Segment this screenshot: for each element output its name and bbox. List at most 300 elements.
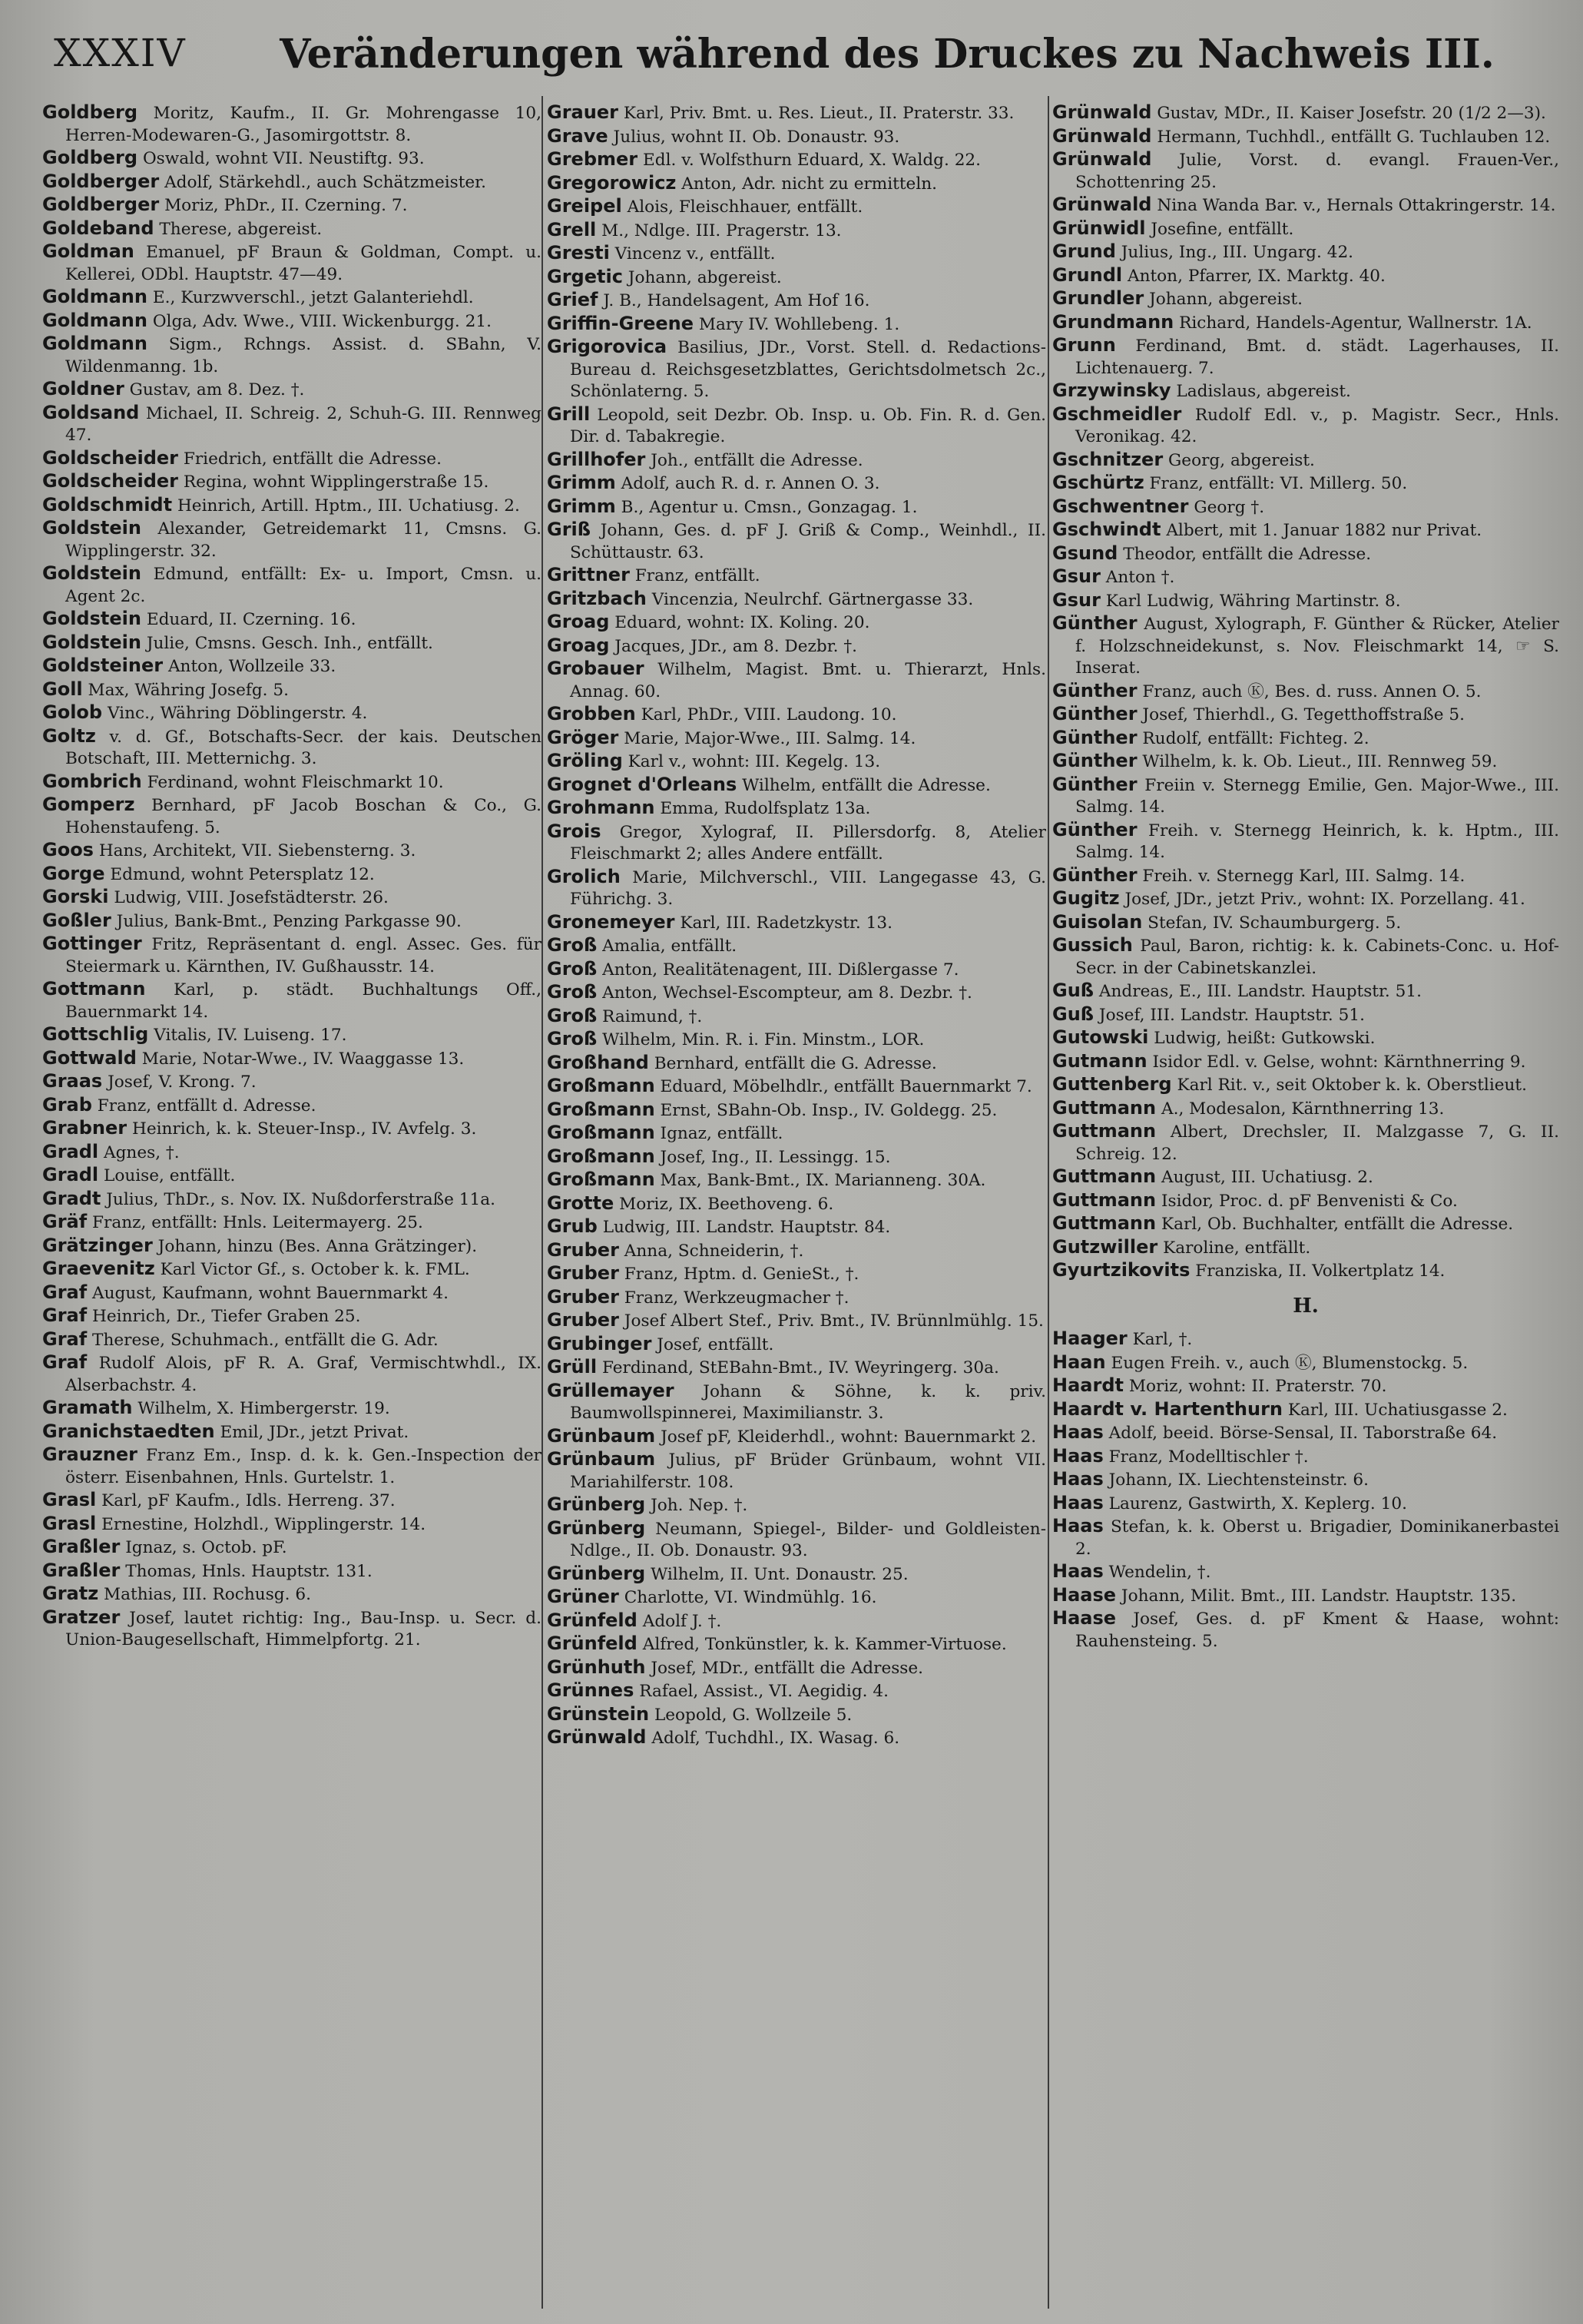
entry-name: Griffin-Greene bbox=[547, 312, 694, 334]
entry-text: Vincenzia, Neulrchf. Gärtnergasse 33. bbox=[651, 589, 974, 609]
entry-name: Granichstaedten bbox=[42, 1420, 215, 1442]
entry-text: Josef, lautet richtig: Ing., Bau-Insp. u. Secr. d. Union-Baugesellschaft, Himmelpfortg. 21. bbox=[65, 1608, 541, 1649]
entry-text: Karl Victor Gf., s. October k. k. FML. bbox=[160, 1260, 470, 1279]
entry-name: Grünbaum bbox=[547, 1424, 656, 1447]
entry-text: Mary IV. Wohllebeng. 1. bbox=[698, 314, 900, 334]
entry-text: Michael, II. Schreig. 2, Schuh-G. III. Rennweg 47. bbox=[65, 403, 541, 445]
directory-entry bbox=[1052, 750, 1559, 774]
directory-entry bbox=[547, 1356, 1046, 1380]
entry-text: Thomas, Hnls. Hauptstr. 131. bbox=[125, 1561, 373, 1581]
directory-entry bbox=[547, 472, 1046, 496]
entry-text: M., Ndlge. III. Pragerstr. 13. bbox=[601, 220, 842, 240]
entry-text: August, Kaufmann, wohnt Bauernmarkt 4. bbox=[92, 1283, 449, 1303]
entry-name: Groß bbox=[547, 981, 598, 1003]
entry-text: Julius, wohnt II. Ob. Donaustr. 93. bbox=[613, 127, 900, 147]
directory-entry bbox=[42, 1536, 541, 1560]
entry-name: Gruber bbox=[547, 1285, 619, 1308]
entry-name: Grois bbox=[547, 820, 601, 842]
directory-entry bbox=[1052, 472, 1559, 496]
entry-name: Guttmann bbox=[1052, 1212, 1157, 1234]
entry-text: Richard, Handels-Agentur, Wallnerstr. 1A. bbox=[1179, 313, 1532, 333]
entry-name: Groß bbox=[547, 957, 598, 980]
entry-name: Grell bbox=[547, 218, 597, 240]
entry-name: Golob bbox=[42, 701, 103, 723]
entry-name: Großmann bbox=[547, 1098, 655, 1120]
directory-entry bbox=[547, 727, 1046, 751]
directory-entry bbox=[1052, 1097, 1559, 1121]
entry-name: Grundl bbox=[1052, 264, 1123, 286]
entry-name: Gresti bbox=[547, 242, 610, 264]
directory-entry bbox=[547, 1425, 1046, 1449]
directory-entry bbox=[1052, 1259, 1559, 1283]
entry-name: Grolich bbox=[547, 865, 621, 887]
entry-text: Adolf, Stärkehdl., auch Schätzmeister. bbox=[164, 172, 486, 192]
directory-entry bbox=[1052, 1189, 1559, 1213]
entry-name: Gottwald bbox=[42, 1046, 137, 1069]
entry-text: Adolf, auch R. d. r. Annen O. 3. bbox=[621, 474, 880, 493]
entry-text: Julius, ThDr., s. Nov. IX. Nußdorferstraße 11a. bbox=[106, 1189, 495, 1209]
entry-name: Gorge bbox=[42, 862, 105, 884]
entry-text: Ludwig, III. Landstr. Hauptstr. 84. bbox=[602, 1218, 891, 1237]
entry-name: Grüllemayer bbox=[547, 1379, 674, 1401]
entry-name: Grasl bbox=[42, 1489, 97, 1510]
directory-entry bbox=[1052, 980, 1559, 1003]
entry-text: Anna, Schneiderin, †. bbox=[624, 1241, 804, 1261]
directory-entry bbox=[1052, 1560, 1559, 1584]
entry-name: Grünwald bbox=[1052, 124, 1152, 147]
entry-text: Julius, pF Brüder Grünbaum, wohnt VII. Mariahilferstr. 108. bbox=[570, 1450, 1046, 1492]
entry-text: Gregor, Xylograf, II. Pillersdorfg. 8, Atelier Fleischmarkt 2; alles Andere entfällt. bbox=[570, 822, 1046, 864]
directory-entry bbox=[547, 1028, 1046, 1052]
entry-text: Edl. v. Wolfsthurn Eduard, X. Waldg. 22. bbox=[643, 151, 982, 170]
entry-text: Laurenz, Gastwirth, X. Keplerg. 10. bbox=[1108, 1494, 1407, 1513]
entry-name: Grünwald bbox=[547, 1726, 647, 1748]
entry-name: Gutowski bbox=[1052, 1026, 1149, 1048]
entry-text: Albert, mit 1. Januar 1882 nur Privat. bbox=[1166, 521, 1482, 540]
entry-text: Max, Währing Josefg. 5. bbox=[88, 680, 289, 700]
directory-entry bbox=[547, 1122, 1046, 1145]
directory-entry bbox=[42, 240, 541, 286]
entry-text: Emma, Rudolfsplatz 13a. bbox=[660, 799, 871, 818]
entry-name: Haase bbox=[1052, 1583, 1117, 1606]
entry-name: Guttmann bbox=[1052, 1189, 1157, 1211]
entry-name: Goldman bbox=[42, 240, 134, 262]
entry-name: Graevenitz bbox=[42, 1258, 155, 1279]
entry-text: Johann, abgereist. bbox=[1149, 290, 1303, 309]
entry-text: Josef, Thierhdl., G. Tegetthoffstraße 5. bbox=[1142, 705, 1465, 724]
entry-text: Ignaz, s. Octob. pF. bbox=[125, 1538, 287, 1557]
entry-name: Grill bbox=[547, 403, 591, 425]
entry-text: Joh., entfällt die Adresse. bbox=[651, 450, 863, 470]
directory-entry bbox=[547, 101, 1046, 125]
directory-entry bbox=[1052, 1050, 1559, 1074]
entry-name: Graf bbox=[42, 1281, 88, 1303]
directory-entry bbox=[42, 1444, 541, 1489]
entry-text: Freih. v. Sternegg Karl, III. Salmg. 14. bbox=[1142, 866, 1465, 886]
entry-name: Graas bbox=[42, 1070, 103, 1092]
entry-name: Grigorovica bbox=[547, 336, 667, 357]
directory-entry bbox=[1052, 334, 1559, 380]
entry-text: Adolf J. †. bbox=[642, 1611, 722, 1631]
entry-text: Anton, Pfarrer, IX. Marktg. 40. bbox=[1128, 266, 1386, 286]
entry-name: Guisolan bbox=[1052, 910, 1143, 933]
entry-name: Grünwald bbox=[1052, 101, 1152, 123]
entry-name: Grauzner bbox=[42, 1444, 137, 1465]
entry-name: Grgetic bbox=[547, 265, 623, 287]
entry-text: Joh. Nep. †. bbox=[651, 1496, 748, 1515]
entry-name: Grimm bbox=[547, 472, 616, 493]
entry-text: Adolf, Tuchdhl., IX. Wasag. 6. bbox=[651, 1729, 900, 1748]
directory-entry bbox=[42, 701, 541, 725]
entry-text: August, III. Uchatiusg. 2. bbox=[1161, 1168, 1373, 1187]
directory-entry bbox=[42, 217, 541, 241]
entry-text: Johann, Milit. Bmt., III. Landstr. Hauptstr. 135. bbox=[1121, 1586, 1517, 1606]
entry-text: Stefan, IV. Schaumburgerg. 5. bbox=[1148, 913, 1402, 933]
directory-entry bbox=[42, 771, 541, 794]
entry-text: Ludwig, heißt: Gutkowski. bbox=[1154, 1029, 1376, 1048]
entry-text: Josefine, entfällt. bbox=[1151, 219, 1294, 239]
directory-entry bbox=[1052, 1351, 1559, 1375]
entry-text: Edmund, entfällt: Ex- u. Import, Cmsn. u. Agent 2c. bbox=[65, 565, 541, 606]
entry-name: Grohmann bbox=[547, 797, 655, 818]
entry-name: Grittner bbox=[547, 564, 630, 585]
directory-entry bbox=[547, 1610, 1046, 1633]
entry-text: Karl, PhDr., VIII. Laudong. 10. bbox=[641, 705, 897, 724]
directory-entry bbox=[1052, 565, 1559, 589]
entry-text: Hermann, Tuchhdl., entfällt G. Tuchlauben 12. bbox=[1157, 127, 1551, 147]
entry-name: Groag bbox=[547, 634, 610, 656]
entry-text: Josef, V. Krong. 7. bbox=[108, 1072, 257, 1092]
entry-name: Guttmann bbox=[1052, 1096, 1157, 1119]
directory-entry bbox=[1052, 727, 1559, 751]
entry-name: Haas bbox=[1052, 1560, 1104, 1582]
entry-text: Karoline, entfällt. bbox=[1163, 1238, 1311, 1258]
entry-text: Regina, wohnt Wipplingerstraße 15. bbox=[183, 472, 489, 492]
directory-entry bbox=[547, 1633, 1046, 1656]
directory-entry bbox=[547, 797, 1046, 821]
entry-name: Grünberg bbox=[547, 1494, 646, 1515]
entry-name: Gronemeyer bbox=[547, 910, 675, 933]
directory-entry bbox=[1052, 449, 1559, 472]
directory-entry bbox=[42, 1583, 541, 1606]
entry-name: Gutzwiller bbox=[1052, 1235, 1158, 1258]
entry-name: Haager bbox=[1052, 1328, 1128, 1349]
page-number: XXXIV bbox=[54, 31, 187, 75]
entry-text: Ernestine, Holzhdl., Wipplingerstr. 14. bbox=[101, 1514, 426, 1534]
entry-text: Anton, Adr. nicht zu ermitteln. bbox=[681, 174, 937, 194]
entry-text: Gustav, am 8. Dez. †. bbox=[129, 380, 305, 399]
entry-text: Ernst, SBahn-Ob. Insp., IV. Goldegg. 25. bbox=[660, 1100, 998, 1120]
entry-text: Moriz, IX. Beethoveng. 6. bbox=[619, 1194, 834, 1214]
entry-text: Leopold, seit Dezbr. Ob. Insp. u. Ob. Fin. R. d. Gen. Dir. d. Tabakregie. bbox=[570, 405, 1046, 446]
entry-name: Haas bbox=[1052, 1491, 1104, 1513]
entry-name: Günther bbox=[1052, 612, 1138, 634]
entry-name: Gramath bbox=[42, 1397, 133, 1418]
directory-entry bbox=[547, 1286, 1046, 1310]
entry-text: Franz, entfällt: VI. Millerg. 50. bbox=[1149, 474, 1408, 493]
entry-name: Gruber bbox=[547, 1309, 619, 1331]
entry-name: Grotte bbox=[547, 1192, 614, 1214]
entry-name: Grünwald bbox=[1052, 194, 1152, 215]
entry-name: Grüner bbox=[547, 1586, 619, 1607]
directory-entry bbox=[42, 1489, 541, 1513]
directory-entry bbox=[42, 678, 541, 702]
directory-entry bbox=[42, 1211, 541, 1235]
entry-text: Julie, Cmsns. Gesch. Inh., entfällt. bbox=[146, 633, 433, 653]
directory-entry bbox=[42, 1328, 541, 1352]
entry-text: Sigm., Rchngs. Assist. d. SBahn, V. Wildenmanng. 1b. bbox=[65, 335, 541, 376]
directory-entry bbox=[42, 794, 541, 839]
entry-text: Anton, Wechsel-Escompteur, am 8. Dezbr. †. bbox=[602, 983, 972, 1003]
entry-text: Julius, Ing., III. Ungarg. 42. bbox=[1121, 243, 1354, 262]
entry-text: Max, Bank-Bmt., IX. Marianneng. 30A. bbox=[660, 1171, 986, 1190]
entry-name: Goldstein bbox=[42, 631, 141, 653]
entry-text: Stefan, k. k. Oberst u. Brigadier, Dominikanerbastei 2. bbox=[1075, 1517, 1559, 1559]
directory-entry bbox=[42, 562, 541, 608]
directory-entry bbox=[42, 1070, 541, 1094]
directory-entry bbox=[547, 266, 1046, 290]
entry-text: Josef, MDr., entfällt die Adresse. bbox=[651, 1658, 924, 1678]
entry-name: Grundler bbox=[1052, 287, 1144, 309]
entry-name: Grünnes bbox=[547, 1679, 634, 1701]
entry-name: Griß bbox=[547, 519, 591, 540]
directory-entry bbox=[1052, 496, 1559, 519]
entry-text: Emanuel, pF Braun & Goldman, Compt. u. Kellerei, ODbl. Hauptstr. 47—49. bbox=[65, 243, 541, 284]
entry-name: Grobben bbox=[547, 703, 636, 724]
directory-entry bbox=[1052, 217, 1559, 241]
entry-text: Franz, entfällt: Hnls. Leitermayerg. 25. bbox=[92, 1213, 423, 1232]
entry-text: Marie, Major-Wwe., III. Salmg. 14. bbox=[624, 728, 916, 748]
entry-text: Therese, abgereist. bbox=[159, 219, 323, 239]
directory-entry bbox=[1052, 1607, 1559, 1653]
entry-name: Gröling bbox=[547, 750, 623, 771]
entry-text: Karl, p. städt. Buchhaltungs Off., Bauernmarkt 14. bbox=[65, 980, 541, 1022]
entry-text: Freiin v. Sternegg Emilie, Gen. Major-Wwe., III. Salmg. 14. bbox=[1075, 775, 1559, 817]
directory-entry bbox=[1052, 1236, 1559, 1260]
directory-entry bbox=[1052, 1328, 1559, 1351]
entry-name: Günther bbox=[1052, 679, 1138, 701]
entry-name: Goldscheider bbox=[42, 446, 178, 469]
directory-entry bbox=[547, 1656, 1046, 1680]
directory-entry bbox=[1052, 774, 1559, 819]
column-divider bbox=[541, 96, 543, 2309]
entry-name: Grebmer bbox=[547, 148, 638, 170]
directory-entry bbox=[42, 1164, 541, 1188]
entry-name: Graf bbox=[42, 1328, 88, 1350]
directory-entry bbox=[1052, 1421, 1559, 1445]
entry-name: Gschnitzer bbox=[1052, 448, 1164, 470]
directory-entry bbox=[547, 1448, 1046, 1494]
entry-name: Groag bbox=[547, 611, 610, 632]
entry-name: Grünstein bbox=[547, 1702, 650, 1725]
entry-text: Johann, IX. Liechtensteinstr. 6. bbox=[1108, 1470, 1369, 1490]
entry-name: Gussich bbox=[1052, 934, 1133, 956]
entry-name: Gregorowicz bbox=[547, 171, 677, 194]
entry-text: Ludwig, VIII. Josefstädterstr. 26. bbox=[114, 888, 389, 907]
entry-text: Theodor, entfällt die Adresse. bbox=[1123, 544, 1372, 564]
entry-text: Karl, pF Kaufm., Idls. Herreng. 37. bbox=[101, 1491, 396, 1510]
entry-name: Guttmann bbox=[1052, 1165, 1157, 1187]
directory-entry bbox=[547, 1099, 1046, 1122]
entry-text: Karl, Priv. Bmt. u. Res. Lieut., II. Praterstr. 33. bbox=[623, 104, 1015, 123]
entry-text: Raimund, †. bbox=[602, 1006, 703, 1026]
entry-text: Franz, Hptm. d. GenieSt., †. bbox=[624, 1265, 859, 1284]
entry-name: Grünwidl bbox=[1052, 217, 1146, 239]
column-1 bbox=[42, 101, 541, 2314]
entry-name: Graf bbox=[42, 1351, 88, 1373]
entry-name: Grasl bbox=[42, 1512, 97, 1534]
directory-entry bbox=[42, 910, 541, 933]
directory-entry bbox=[42, 378, 541, 402]
entry-text: Josef, entfällt. bbox=[657, 1334, 774, 1354]
entry-name: Gradt bbox=[42, 1187, 101, 1209]
entry-name: Großhand bbox=[547, 1051, 649, 1073]
directory-entry bbox=[42, 1351, 541, 1397]
section-heading: H. bbox=[1293, 1294, 1319, 1318]
entry-text: Karl Rit. v., seit Oktober k. k. Oberstlieut. bbox=[1177, 1076, 1527, 1095]
directory-entry bbox=[1052, 1584, 1559, 1608]
page-title: Veränderungen während des Druckes zu Nachweis III. bbox=[280, 31, 1495, 78]
entry-name: Grünhuth bbox=[547, 1656, 646, 1678]
directory-entry bbox=[547, 866, 1046, 911]
directory-entry bbox=[547, 981, 1046, 1005]
entry-text: Oswald, wohnt VII. Neustiftg. 93. bbox=[142, 149, 425, 168]
entry-text: Paul, Baron, richtig: k. k. Cabinets-Conc. u. Hof-Secr. in der Cabinetskanzlei. bbox=[1075, 937, 1559, 978]
directory-entry bbox=[42, 978, 541, 1023]
entry-name: Haas bbox=[1052, 1515, 1104, 1537]
entry-text: Vinc., Währing Döblingerstr. 4. bbox=[107, 704, 368, 723]
entry-text: Neumann, Spiegel-, Bilder- und Goldleisten-Ndlge., II. Ob. Donaustr. 93. bbox=[570, 1519, 1046, 1560]
directory-entry bbox=[42, 402, 541, 447]
directory-entry bbox=[1052, 589, 1559, 613]
directory-entry bbox=[42, 632, 541, 655]
directory-entry bbox=[547, 821, 1046, 866]
entry-name: Goldsand bbox=[42, 401, 140, 423]
entry-name: Großmann bbox=[547, 1075, 655, 1096]
entry-name: Gsund bbox=[1052, 542, 1118, 564]
directory-entry bbox=[1052, 1003, 1559, 1027]
entry-text: Georg †. bbox=[1194, 497, 1265, 517]
directory-entry bbox=[42, 1606, 541, 1652]
entry-name: Gsur bbox=[1052, 565, 1101, 587]
entry-text: Ferdinand, StEBahn-Bmt., IV. Weyringerg. 30a. bbox=[601, 1358, 999, 1377]
entry-name: Goll bbox=[42, 678, 83, 700]
entry-text: Josef, JDr., jetzt Priv., wohnt: IX. Porzellang. 41. bbox=[1124, 890, 1525, 909]
entry-name: Gradl bbox=[42, 1164, 99, 1185]
entry-name: Grünfeld bbox=[547, 1633, 638, 1654]
entry-name: Gsur bbox=[1052, 588, 1101, 611]
entry-name: Günther bbox=[1052, 864, 1138, 886]
directory-entry bbox=[547, 219, 1046, 243]
entry-name: Gottinger bbox=[42, 933, 142, 954]
column-2 bbox=[547, 101, 1046, 2314]
entry-text: Isidor, Proc. d. pF Benvenisti & Co. bbox=[1161, 1191, 1458, 1211]
entry-name: Grünberg bbox=[547, 1517, 646, 1539]
directory-entry bbox=[1052, 519, 1559, 542]
entry-text: Basilius, JDr., Vorst. Stell. d. Redactions-Bureau d. Reichsgesetzblattes, Gerichtsdolmetsch 2c., Schönlaterng. 5. bbox=[570, 338, 1046, 401]
directory-entry bbox=[1052, 240, 1559, 264]
entry-name: Graßler bbox=[42, 1536, 121, 1557]
entry-text: Therese, Schuhmach., entfällt die G. Adr. bbox=[92, 1330, 439, 1350]
entry-text: Anton, Realitätenagent, III. Dißlergasse 7. bbox=[602, 960, 959, 980]
entry-name: Grzywinsky bbox=[1052, 380, 1171, 401]
entry-name: Goos bbox=[42, 839, 94, 860]
directory-entry bbox=[42, 655, 541, 678]
entry-name: Goldscheider bbox=[42, 470, 178, 492]
entry-name: Günther bbox=[1052, 773, 1138, 795]
entry-name: Gräf bbox=[42, 1211, 88, 1232]
directory-entry bbox=[547, 1679, 1046, 1703]
directory-entry bbox=[547, 1169, 1046, 1192]
entry-name: Goldmann bbox=[42, 333, 147, 354]
directory-entry bbox=[547, 958, 1046, 982]
directory-entry bbox=[42, 863, 541, 887]
entry-name: Haardt bbox=[1052, 1374, 1124, 1396]
entry-text: Bernhard, entfällt die G. Adresse. bbox=[654, 1053, 937, 1073]
entry-name: Grub bbox=[547, 1215, 598, 1237]
directory-entry bbox=[42, 608, 541, 632]
entry-name: Günther bbox=[1052, 703, 1138, 724]
directory-entry bbox=[42, 1513, 541, 1537]
entry-name: Goldberg bbox=[42, 147, 138, 168]
directory-entry bbox=[547, 313, 1046, 336]
directory-entry bbox=[1052, 934, 1559, 980]
entry-text: Leopold, G. Wollzeile 5. bbox=[654, 1705, 853, 1725]
directory-entry bbox=[547, 195, 1046, 219]
entry-text: Wilhelm, entfällt die Adresse. bbox=[742, 775, 991, 795]
entry-name: Goldberg bbox=[42, 101, 138, 123]
entry-text: B., Agentur u. Cmsn., Gonzagag. 1. bbox=[621, 497, 918, 517]
entry-text: Wilhelm, II. Unt. Donaustr. 25. bbox=[651, 1564, 909, 1584]
entry-text: Franz Em., Insp. d. k. k. Gen.-Inspection der österr. Eisenbahnen, Hnls. Gurtelstr. 1. bbox=[65, 1446, 541, 1487]
directory-entry bbox=[547, 1145, 1046, 1169]
directory-entry bbox=[547, 588, 1046, 612]
directory-entry bbox=[547, 242, 1046, 266]
directory-entry bbox=[547, 1494, 1046, 1517]
directory-entry bbox=[42, 839, 541, 863]
directory-entry bbox=[547, 1192, 1046, 1216]
directory-entry bbox=[547, 125, 1046, 149]
entry-text: Ladislaus, abgereist. bbox=[1176, 382, 1351, 401]
directory-entry bbox=[42, 1305, 541, 1328]
entry-name: Graf bbox=[42, 1305, 88, 1326]
directory-entry bbox=[547, 934, 1046, 958]
directory-entry bbox=[547, 1517, 1046, 1563]
directory-entry bbox=[42, 286, 541, 310]
directory-entry bbox=[42, 1188, 541, 1212]
directory-entry bbox=[547, 750, 1046, 774]
entry-name: Haase bbox=[1052, 1607, 1117, 1629]
entry-name: Haan bbox=[1052, 1351, 1106, 1373]
directory-entry bbox=[42, 333, 541, 378]
entry-text: Karl, Ob. Buchhalter, entfällt die Adresse. bbox=[1161, 1215, 1514, 1234]
directory-entry bbox=[1052, 1073, 1559, 1097]
entry-text: Karl, †. bbox=[1132, 1330, 1193, 1349]
directory-entry bbox=[42, 886, 541, 910]
column-divider bbox=[1048, 96, 1049, 2309]
entry-text: Andreas, E., III. Landstr. Hauptstr. 51. bbox=[1098, 982, 1422, 1001]
entry-name: Gschwindt bbox=[1052, 519, 1161, 540]
directory-entry bbox=[42, 725, 541, 771]
entry-text: Friedrich, entfällt die Adresse. bbox=[183, 449, 442, 469]
entry-text: Rafael, Assist., VI. Aegidig. 4. bbox=[639, 1682, 889, 1701]
entry-name: Grab bbox=[42, 1093, 92, 1116]
entry-text: Ferdinand, Bmt. d. städt. Lagerhauses, II. Lichtenauerg. 7. bbox=[1075, 336, 1559, 378]
entry-text: Alexander, Getreidemarkt 11, Cmsns. G. Wipplingerstr. 32. bbox=[65, 519, 541, 561]
directory-entry bbox=[42, 1047, 541, 1071]
entry-text: Vincenz v., entfällt. bbox=[614, 244, 776, 264]
entry-name: Gruber bbox=[547, 1238, 619, 1261]
